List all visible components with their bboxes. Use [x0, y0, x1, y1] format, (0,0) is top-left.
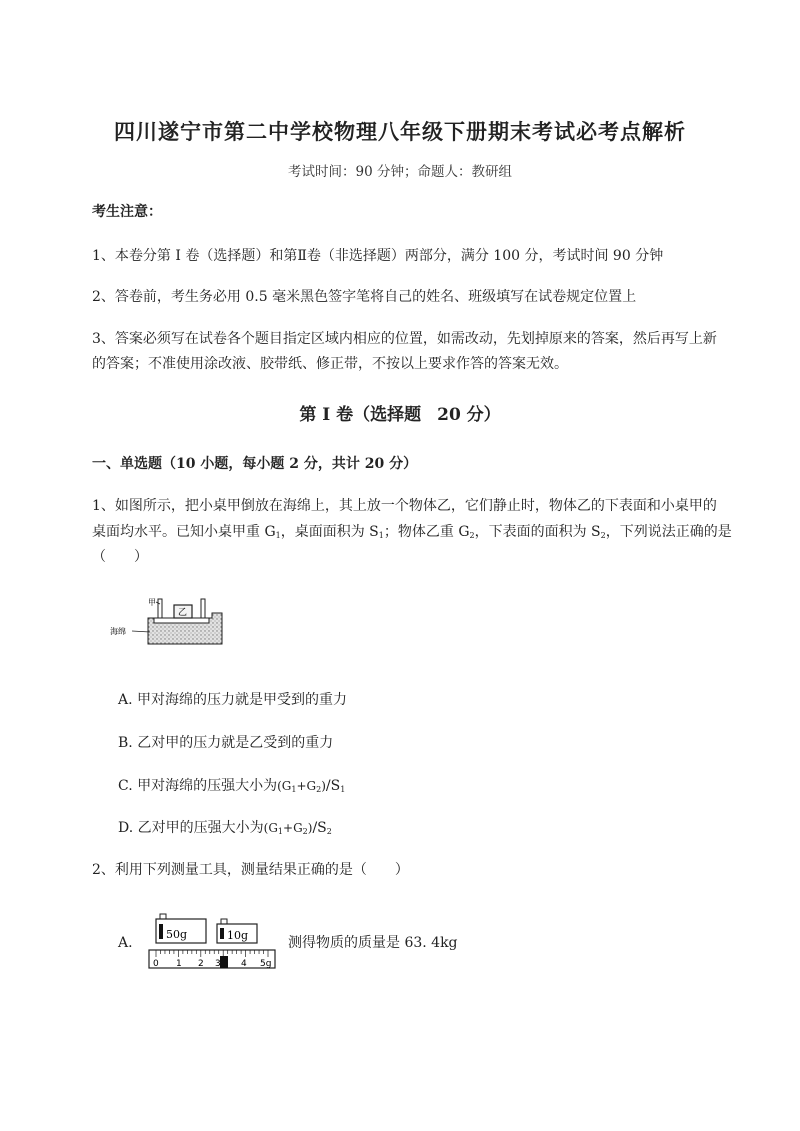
section-title-text: 第 I 卷（选择题	[299, 405, 422, 425]
sub-1: 1	[277, 827, 284, 836]
sub-2: 2	[326, 827, 332, 836]
scale-label-5: 5g	[260, 959, 272, 969]
weight-hook	[160, 914, 166, 919]
page-title: 四川遂宁市第二中学校物理八年级下册期末考试必考点解析	[114, 119, 686, 144]
sub-2: 2	[469, 531, 475, 540]
q2-option-a-label[interactable]: A.	[118, 935, 133, 951]
q1-text-c: ；物体乙重 G	[383, 524, 470, 540]
q2-option-a-text: 测得物质的质量是 63. 4kg	[288, 935, 458, 951]
part1-heading: 一、单选题（10 小题，每小题 2 分，共计 20 分）	[92, 456, 418, 472]
leader-line	[132, 631, 150, 632]
weight-50g-label: 50g	[166, 928, 188, 941]
formula-part: +G	[296, 779, 317, 793]
q1-option-b[interactable]: B. 乙对甲的压力就是乙受到的重力	[118, 735, 334, 751]
sub-1: 1	[275, 531, 281, 540]
sub-2: 2	[600, 531, 606, 540]
q1-stem-line1: 1、如图所示，把小桌甲倒放在海绵上，其上放一个物体乙，它们静止时，物体乙的下表面和小桌甲的	[92, 498, 717, 514]
table-leg	[201, 599, 205, 618]
table-top	[154, 618, 209, 623]
scale-label-2: 2	[198, 959, 204, 969]
option-text: C. 甲对海绵的压强大小为	[118, 778, 278, 794]
q1-stem-line2	[92, 520, 732, 548]
weight-mark	[159, 924, 163, 939]
formula-part: )	[307, 821, 313, 835]
q1-text-d: ，下表面的面积为 S	[474, 524, 601, 540]
balance-rod	[149, 950, 275, 968]
q1-option-d[interactable]	[118, 816, 332, 844]
scale-label-1: 1	[176, 959, 182, 969]
sub-2: 2	[302, 827, 308, 836]
sub-1: 1	[340, 785, 346, 794]
weight-hook	[221, 919, 227, 924]
scale-label-0: 0	[153, 959, 159, 969]
q1-stem-line3: （ ）	[92, 549, 148, 565]
q1-option-c[interactable]	[118, 774, 345, 802]
weight-mark	[220, 928, 224, 939]
label-haimian: 海绵	[110, 627, 126, 636]
notice-item-3: 3、答案必须写在试卷各个题目指定区域内相应的位置，如需改动，先划掉原来的答案，然后再写上新	[92, 331, 717, 347]
sub-2: 2	[316, 785, 322, 794]
scale-label-3: 3	[215, 959, 221, 969]
section-score: 20 分）	[437, 405, 501, 425]
notice-item-2: 2、答卷前，考生务必用 0.5 毫米黑色签字笔将自己的姓名、班级填写在试卷规定位置上	[92, 289, 637, 305]
q1-text-a: 桌面均水平。已知小桌甲重 G	[92, 524, 276, 540]
q1-figure	[108, 594, 233, 652]
sub-1: 1	[291, 785, 297, 794]
scale-label-4: 4	[241, 959, 247, 969]
formula-part: (G	[263, 821, 278, 835]
sub-1: 1	[378, 531, 384, 540]
table-leg	[158, 599, 162, 618]
q1-text-b: ，桌面面积为 S	[280, 524, 379, 540]
weight-10g-label: 10g	[227, 929, 249, 942]
label-jia: 甲	[148, 598, 156, 607]
formula-part: /S	[325, 778, 341, 794]
q1-option-a[interactable]: A. 甲对海绵的压力就是甲受到的重力	[118, 692, 348, 708]
formula-part: (G	[277, 779, 292, 793]
label-yi: 乙	[178, 608, 188, 618]
formula-part: +G	[283, 821, 303, 835]
formula-part: /S	[312, 820, 327, 836]
notice-item-1: 1、本卷分第 I 卷（选择题）和第Ⅱ卷（非选择题）两部分，满分 100 分，考试时间 90 分钟	[92, 248, 664, 264]
q1-text-e: ，下列说法正确的是	[605, 524, 732, 540]
page-subtitle: 考试时间：90 分钟；命题人：教研组	[288, 164, 512, 180]
notice-item-3-cont: 的答案；不准使用涂改液、胶带纸、修正带，不按以上要求作答的答案无效。	[92, 356, 568, 372]
notice-heading: 考生注意：	[92, 204, 162, 220]
q2-figure	[148, 910, 280, 972]
rider	[220, 956, 228, 968]
option-text: D. 乙对甲的压强大小为	[118, 820, 264, 836]
q2-stem: 2、利用下列测量工具，测量结果正确的是（ ）	[92, 862, 409, 878]
formula-part: )	[321, 779, 326, 793]
section-title	[0, 400, 800, 425]
